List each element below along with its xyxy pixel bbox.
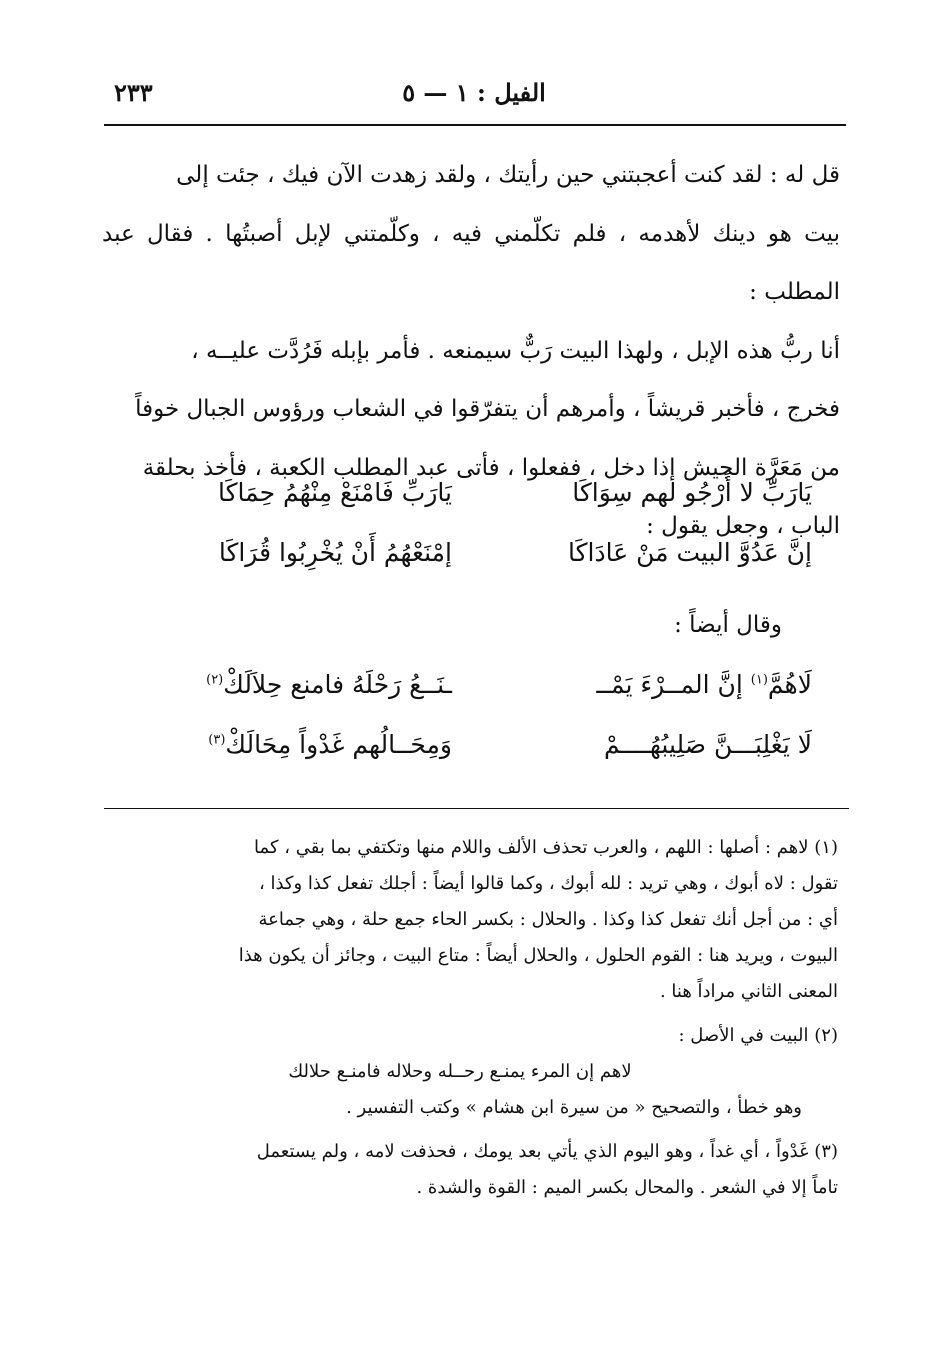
text-line: الباب ، وجعل يقول : bbox=[646, 513, 840, 539]
verse-line bbox=[122, 538, 812, 598]
poem-verses-2 bbox=[122, 670, 812, 790]
verse-first-hemistich: لَا يَغْلِبَـــنَّ صَلِيبُهُــــمْ bbox=[603, 730, 812, 759]
footnote-line: (١) لاهم : أصلها : اللهم ، والعرب تحذف الألف واللام منها وتكتفي بما بقي ، كما bbox=[254, 837, 838, 858]
verse-intro: وقال أيضاً : bbox=[674, 612, 782, 638]
footnote-divider bbox=[104, 808, 849, 809]
verse-second-hemistich bbox=[122, 730, 452, 759]
footnote-line: البيوت ، ويريد هنا : القوم الحلول ، والحلال أيضاً : متاع البيت ، وجائز أن يكون هذا bbox=[238, 945, 838, 966]
footnote-line: تاماً إلا في الشعر . والمحال بكسر الميم : القوة والشدة . bbox=[416, 1177, 838, 1198]
verse-word: لَاهُمَّ bbox=[767, 670, 812, 699]
footnote-1 bbox=[102, 830, 838, 1010]
poem-verses-1 bbox=[122, 478, 812, 598]
verse-first-hemistich: إنَّ عَدُوَّ البيت مَنْ عَادَاكَا bbox=[568, 538, 812, 567]
footnote-2 bbox=[102, 1018, 838, 1126]
verse-second-hemistich: إمْنَعْهُمُ أَنْ يُخْرِبُوا قُرَاكَا bbox=[218, 538, 452, 567]
footnote-3 bbox=[102, 1134, 838, 1206]
footnotes bbox=[102, 830, 838, 1214]
text-line: أنا ربُّ هذه الإبل ، ولهذا البيت رَبٌّ سيمنعه . فأمر بإبله فَرُدَّت عليــه ، bbox=[191, 337, 840, 364]
verse-text: ـنَــعُ رَحْلَهُ فامنع حِلاَلَكْ bbox=[223, 670, 452, 699]
page-number: ٢٣٣ bbox=[114, 78, 153, 107]
text-line: من مَعَرَّة الجيش إذا دخل ، ففعلوا ، فأتى عبد المطلب الكعبة ، فأخذ بحلقة bbox=[142, 454, 840, 481]
footnote-line: أي : من أجل أنك تفعل كذا وكذا . والحلال : بكسر الحاء جمع حلة ، وهي جماعة bbox=[258, 909, 838, 930]
header-divider bbox=[104, 124, 846, 126]
verse-second-hemistich: يَارَبِّ فَامْنَعْ مِنْهُمُ حِمَاكَا bbox=[218, 478, 452, 507]
verse-first-hemistich: يَارَبِّ لا أَرْجُو لهم سِوَاكَا bbox=[572, 478, 812, 507]
footnote-marker: (٢) bbox=[206, 672, 224, 688]
footnote-line: تقول : لاه أبوك ، وهي تريد : لله أبوك ، وكما قالوا أيضاً : أجلك تفعل كذا وكذا ، bbox=[258, 873, 838, 894]
text-line: بيت هو دينك لأهدمه ، فلم تكلّمني فيه ، وكلّمتني لإبل أصبتُها . فقال عبد المطلب : bbox=[102, 220, 840, 305]
chapter-title: الفيل : ١ — ٥ bbox=[402, 78, 546, 107]
verse-first-hemistich bbox=[482, 670, 812, 699]
footnote-line: المعنى الثاني مراداً هنا . bbox=[659, 981, 838, 1002]
verse-text: وَمِحَــالُهم غَدْواً مِحَالَكْ bbox=[225, 730, 452, 759]
footnote-marker: (٣) bbox=[208, 732, 226, 748]
verse-line bbox=[122, 670, 812, 730]
running-header bbox=[104, 78, 844, 118]
verse-line bbox=[122, 478, 812, 538]
verse-second-hemistich bbox=[122, 670, 452, 699]
verse-line bbox=[122, 730, 812, 790]
footnote-line: وهو خطأ ، والتصحيح « من سيرة ابن هشام » وكتب التفسير . bbox=[346, 1097, 802, 1118]
text-line: قل له : لقد كنت أعجبتني حين رأيتك ، ولقد زهدت الآن فيك ، جئت إلى bbox=[176, 162, 840, 188]
footnote-marker: (١) bbox=[750, 672, 768, 688]
footnote-line: (٢) البيت في الأصل : bbox=[678, 1025, 838, 1046]
footnote-line: (٣) غَدْواً ، أي غداً ، وهو اليوم الذي يأتي بعد يومك ، فحذفت لامه ، ولم يستعمل bbox=[256, 1141, 838, 1162]
verse-word: إنَّ المــرْءَ يَمْــ bbox=[596, 670, 751, 699]
footnote-verse: لاهم إن المرء يمنـع رحــله وحلاله فامنـع حلالك bbox=[288, 1061, 632, 1082]
text-line: فخرج ، فأخبر قريشاً ، وأمرهم أن يتفرّقوا في الشعاب ورؤوس الجبال خوفاً bbox=[135, 396, 840, 422]
